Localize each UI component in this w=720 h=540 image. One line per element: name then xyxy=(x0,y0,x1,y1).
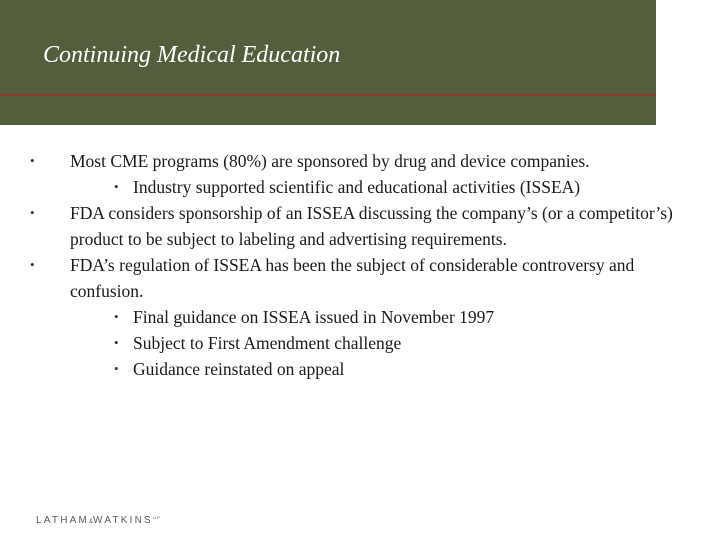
bullet-text: FDA considers sponsorship of an ISSEA discussing the company’s (or a competitor’s) product to be subject to labeling and advertising requirements. xyxy=(70,203,673,249)
title-rule xyxy=(0,94,720,96)
bullet-text: Most CME programs (80%) are sponsored by drug and device companies. xyxy=(70,151,590,171)
bullet-item xyxy=(0,200,720,252)
bullet-marker: • xyxy=(30,257,35,272)
slide-body xyxy=(0,148,720,382)
slide-title: Continuing Medical Education xyxy=(43,42,341,68)
sub-bullet-text: Guidance reinstated on appeal xyxy=(133,359,345,379)
bullet-marker: • xyxy=(114,309,119,324)
bullet-text: FDA’s regulation of ISSEA has been the subject of considerable controversy and confusion. xyxy=(70,255,635,301)
sub-bullet-item xyxy=(0,356,720,382)
bullet-marker: • xyxy=(114,179,119,194)
logo-left-text: LATHAM xyxy=(36,515,90,526)
sub-bullet-text: Industry supported scientific and educational activities (ISSEA) xyxy=(133,177,581,197)
bullet-marker: • xyxy=(114,335,119,350)
sub-bullet-item xyxy=(0,174,720,200)
bullet-marker: • xyxy=(30,205,35,220)
company-logo xyxy=(36,515,160,526)
bullet-item xyxy=(0,252,720,304)
bullet-marker: • xyxy=(30,153,35,168)
sub-bullet-text: Subject to First Amendment challenge xyxy=(133,333,402,353)
sub-bullet-item xyxy=(0,304,720,330)
bullet-marker: • xyxy=(114,361,119,376)
sub-bullet-text: Final guidance on ISSEA issued in November 1997 xyxy=(133,307,495,327)
logo-ampersand: & xyxy=(89,519,94,525)
sub-bullet-item xyxy=(0,330,720,356)
logo-llp: LLP xyxy=(152,515,161,520)
bullet-item xyxy=(0,148,720,174)
logo-right-text: WATKINS xyxy=(93,515,153,526)
banner-gap xyxy=(656,0,720,125)
